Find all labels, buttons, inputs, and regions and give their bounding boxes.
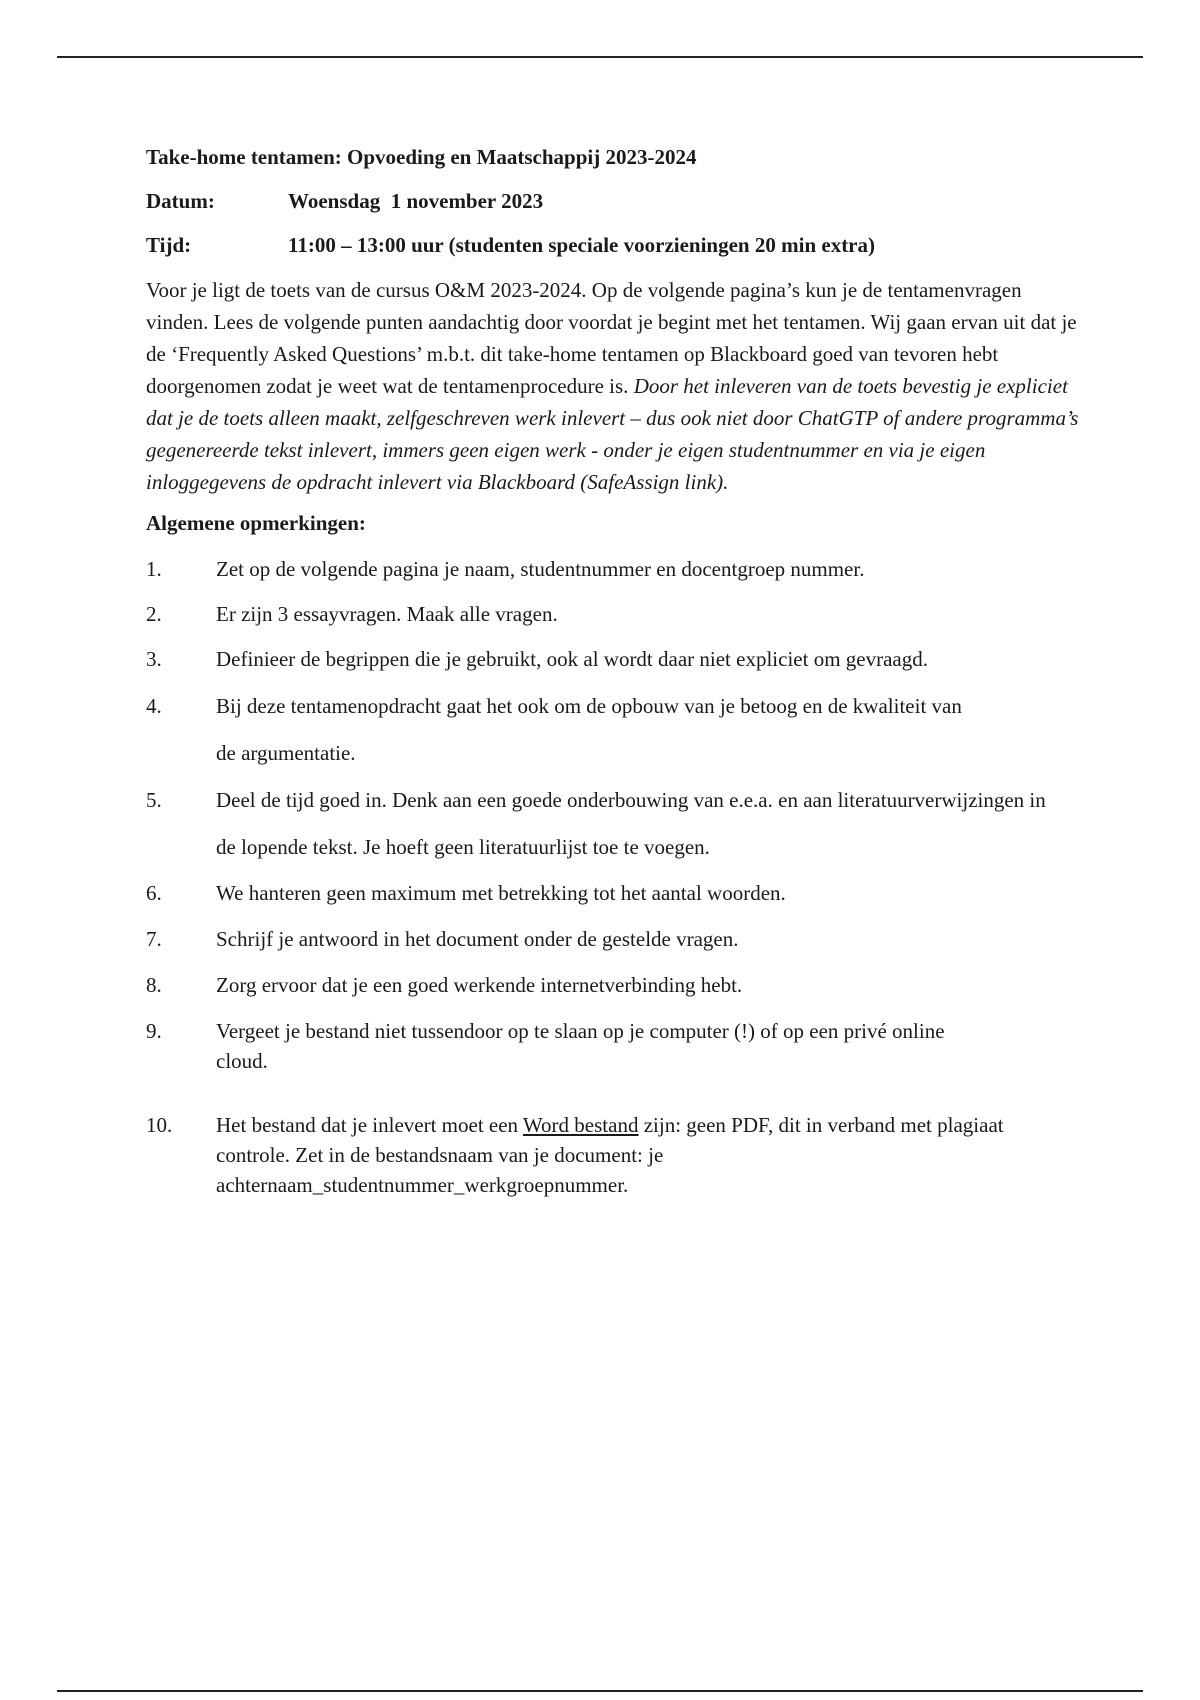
datum-value: Woensdag 1 november 2023 bbox=[288, 189, 544, 213]
document-title: Take-home tentamen: Opvoeding en Maatschappij 2023-2024 bbox=[146, 145, 697, 169]
list-item-text-pre: Het bestand dat je inlevert moet een bbox=[216, 1113, 523, 1137]
list-item-text: Vergeet je bestand niet tussendoor op te slaan op je computer (!) of op een privé online cloud. bbox=[216, 1019, 945, 1073]
list-item bbox=[146, 554, 1086, 584]
list-item-text: Zet op de volgende pagina je naam, studentnummer en docentgroep nummer. bbox=[216, 557, 865, 581]
list-item-number: 2. bbox=[146, 602, 162, 626]
document-content bbox=[146, 142, 1086, 1200]
list-item-number: 9. bbox=[146, 1019, 162, 1043]
top-rule bbox=[57, 56, 1143, 58]
intro-italic-text: Door het inleveren van de toets bevestig je expliciet dat je de toets alleen maakt, zelfgeschreven werk inlevert – dus ook niet door ChatGTP of andere programma’s gegenereerde tekst inlevert, immers geen eigen werk - onder je eigen studentnummer en via je eigen inloggegevens de opdracht inlevert via Blackboard (SafeAssign link). bbox=[146, 374, 1079, 494]
list-item-number: 4. bbox=[146, 694, 162, 718]
list-item bbox=[146, 683, 1086, 777]
datum-label: Datum: bbox=[146, 189, 215, 213]
list-item-text: Er zijn 3 essayvragen. Maak alle vragen. bbox=[216, 602, 558, 626]
list-item-text bbox=[216, 1110, 1066, 1200]
remarks-list bbox=[146, 554, 1086, 1200]
list-item bbox=[146, 878, 1086, 908]
tijd-row bbox=[146, 230, 1086, 260]
intro-paragraph bbox=[146, 274, 1086, 498]
bottom-rule bbox=[57, 1690, 1143, 1692]
section-heading: Algemene opmerkingen: bbox=[146, 511, 366, 535]
list-item bbox=[146, 599, 1086, 629]
list-item-text: Schrijf je antwoord in het document onder de gestelde vragen. bbox=[216, 927, 739, 951]
list-item-text: Definieer de begrippen die je gebruikt, ook al wordt daar niet expliciet om gevraagd. bbox=[216, 647, 928, 671]
list-item bbox=[146, 777, 1086, 871]
list-item bbox=[146, 1110, 1086, 1200]
list-item-text: We hanteren geen maximum met betrekking tot het aantal woorden. bbox=[216, 881, 786, 905]
list-item-number: 5. bbox=[146, 788, 162, 812]
list-item-number: 6. bbox=[146, 881, 162, 905]
intro-plain-text: Voor je ligt de toets van de cursus O&M 2023-2024. Op de volgende pagina’s kun je de tentamenvragen vinden. Lees de volgende punten aandachtig door voordat je begint met het tentamen. Wij gaan ervan uit dat je de ‘Frequently Asked Questions’ m.b.t. dit take-home tentamen op Blackboard goed van tevoren hebt doorgenomen zodat je weet wat de tentamenprocedure is. bbox=[146, 278, 1077, 398]
list-item-number: 8. bbox=[146, 973, 162, 997]
datum-row bbox=[146, 186, 1086, 216]
list-item-number: 3. bbox=[146, 647, 162, 671]
list-item bbox=[146, 1016, 1086, 1076]
list-item-number: 1. bbox=[146, 557, 162, 581]
list-item-text: Bij deze tentamenopdracht gaat het ook om de opbouw van je betoog en de kwaliteit van de argumentatie. bbox=[216, 694, 962, 765]
list-item-number: 7. bbox=[146, 927, 162, 951]
word-file-underline: Word bestand bbox=[522, 1113, 639, 1137]
list-item bbox=[146, 636, 1086, 683]
list-item-number: 10. bbox=[146, 1113, 173, 1137]
tijd-label: Tijd: bbox=[146, 233, 192, 257]
list-item-text: Zorg ervoor dat je een goed werkende internetverbinding hebt. bbox=[216, 973, 743, 997]
list-item bbox=[146, 924, 1086, 954]
tijd-value: 11:00 – 13:00 uur (studenten speciale voorzieningen 20 min extra) bbox=[288, 233, 875, 257]
list-item bbox=[146, 970, 1086, 1000]
list-item-text-post: zijn: geen PDF, dit in verband met plagiaat controle. Zet in de bestandsnaam van je document: je achternaam_studentnummer_werkgroepnummer. bbox=[216, 1113, 1004, 1197]
list-item-text: Deel de tijd goed in. Denk aan een goede onderbouwing van e.e.a. en aan literatuurverwijzingen in de lopende tekst. Je hoeft geen literatuurlijst toe te voegen. bbox=[216, 788, 1046, 859]
